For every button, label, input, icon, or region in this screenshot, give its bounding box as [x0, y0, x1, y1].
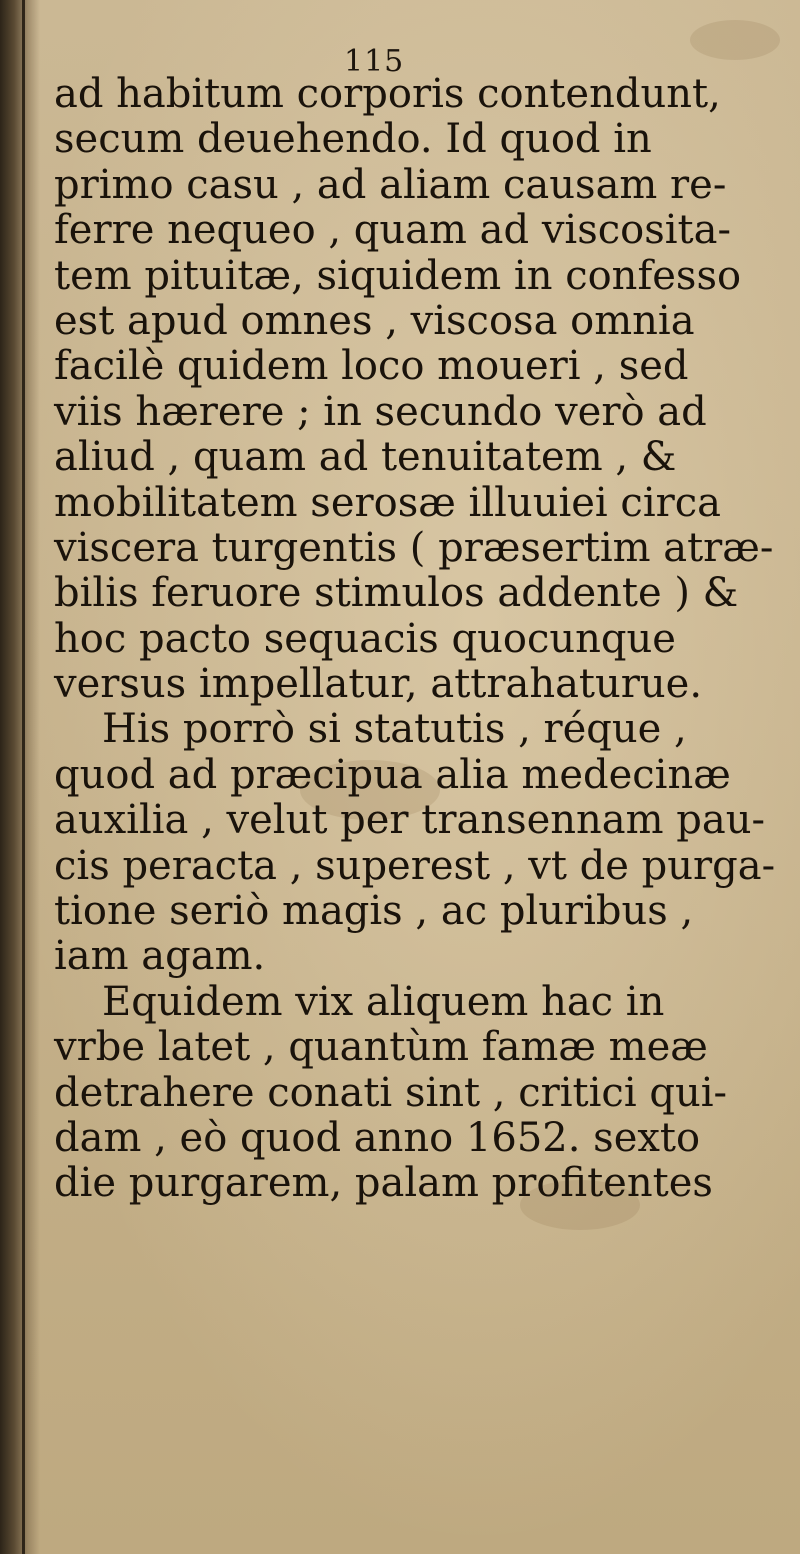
text-line: hoc pacto sequacis quocunque [54, 615, 676, 662]
text-line: facilè quidem loco moueri , sed [54, 343, 689, 390]
text-line: primo casu , ad aliam causam re- [54, 161, 727, 208]
text-line: tione seriò magis , ac pluribus , [54, 888, 694, 935]
foxing-spot [690, 20, 780, 60]
text-line: ferre nequeo , quam ad viscosita- [54, 207, 731, 254]
text-line: est apud omnes , viscosa omnia [54, 297, 695, 344]
binding-shadow [0, 0, 40, 1554]
text-line: quod ad præcipua alia medecinæ [54, 751, 731, 798]
page-number: 115 [344, 44, 405, 79]
text-line: ad habitum corporis contendunt, [54, 71, 721, 117]
text-line: His porrò si statutis , réque , [102, 706, 687, 753]
text-line: mobilitatem serosæ illuuiei circa [54, 479, 721, 526]
text-line: viis hærere ; in secundo verò ad [54, 388, 707, 435]
body-text [54, 72, 774, 1207]
text-line: aliud , quam ad tenuitatem , & [54, 434, 677, 481]
text-line: cis peracta , superest , vt de purga- [54, 842, 776, 889]
text-line: Equidem vix aliquem hac in [102, 978, 665, 1025]
text-line: iam agam. [54, 933, 266, 980]
text-line: auxilia , velut per transennam pau- [54, 797, 766, 844]
text-line: bilis feruore stimulos addente ) & [54, 570, 739, 617]
text-line: viscera turgentis ( præsertim atræ- [54, 524, 774, 571]
text-line: vrbe latet , quantùm famæ meæ [54, 1024, 708, 1071]
text-line: dam , eò quod anno 1652. sexto [54, 1114, 701, 1161]
text-line: detrahere conati sint , critici qui- [54, 1069, 728, 1116]
text-line: versus impellatur, attrahaturue. [54, 661, 703, 708]
text-line: die purgarem, palam profitentes [54, 1160, 713, 1207]
text-line: secum deuehendo. Id quod in [54, 116, 652, 163]
text-line: tem pituitæ, siquidem in confesso [54, 252, 742, 299]
binding-edge [22, 0, 25, 1554]
